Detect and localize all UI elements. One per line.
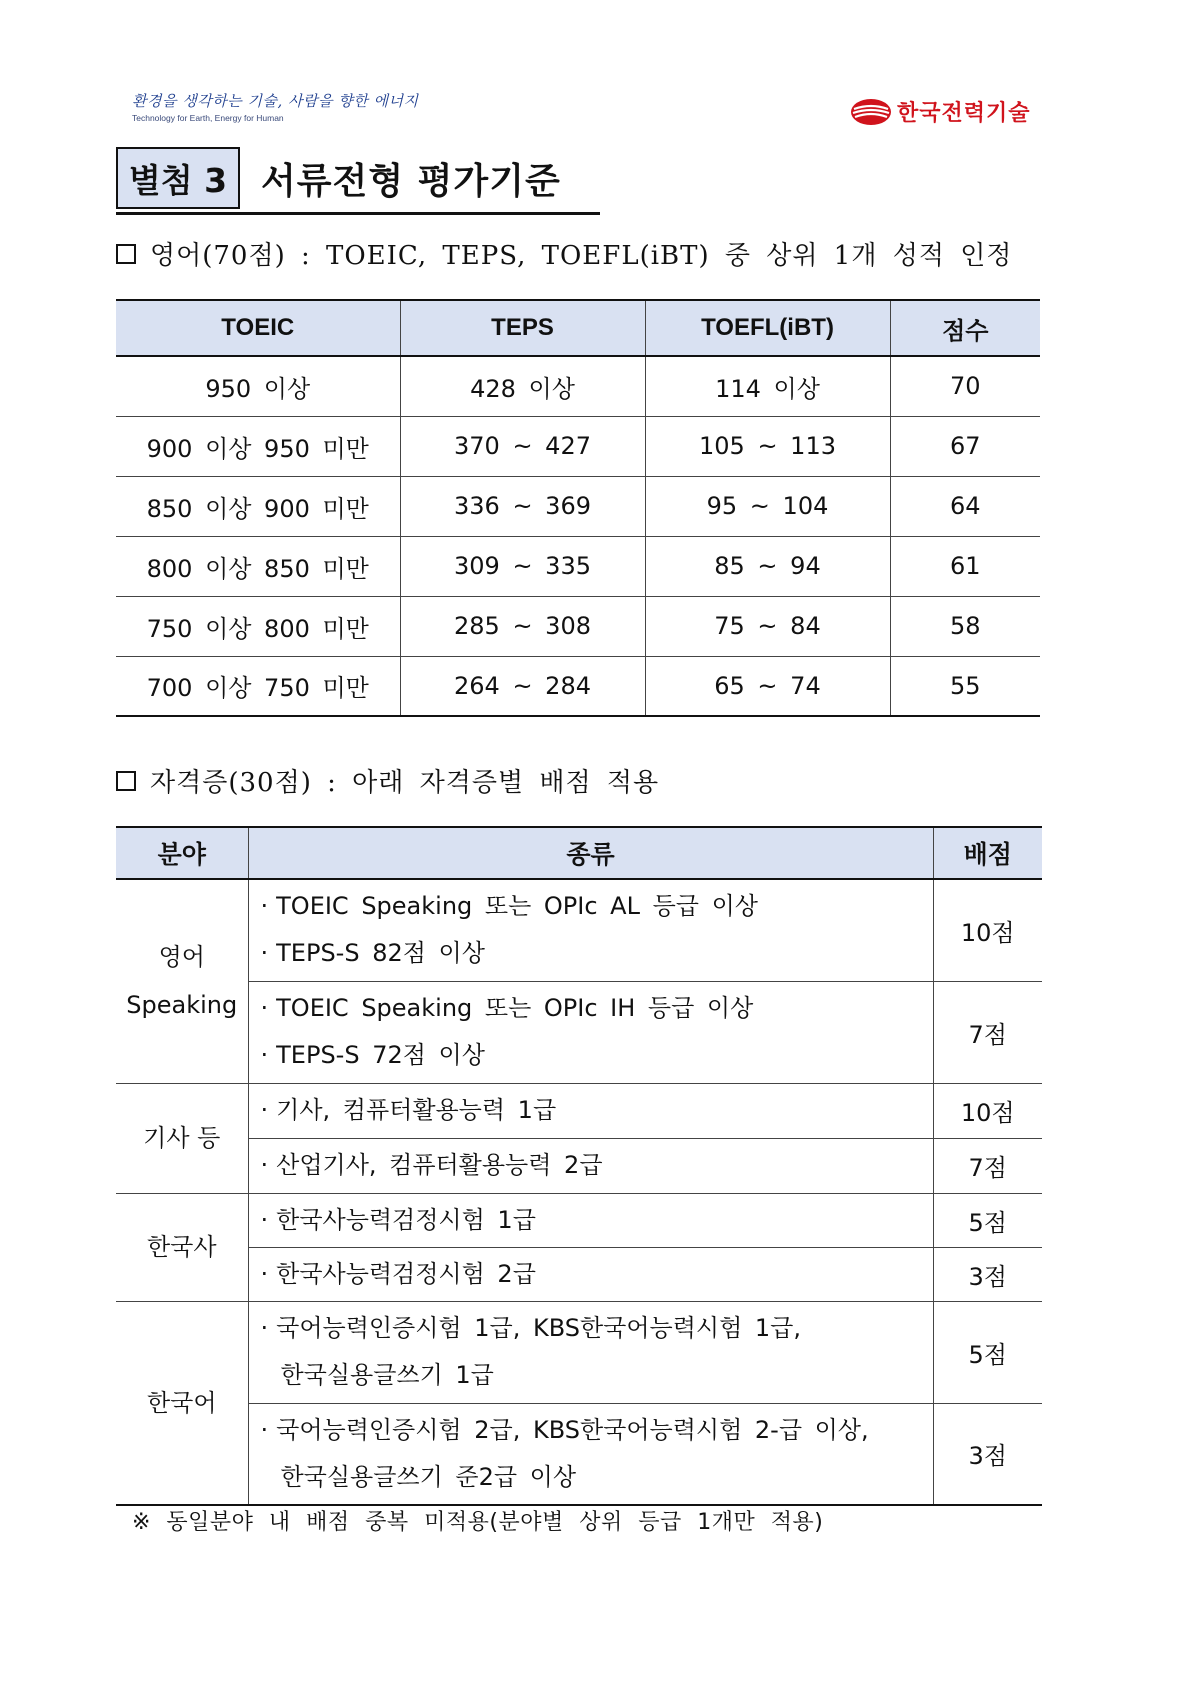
bullet: ·: [260, 1314, 269, 1342]
bullet: ·: [260, 1205, 269, 1234]
col-header-field: 분야: [116, 827, 248, 879]
table-row: [116, 596, 1040, 656]
list-item-continuation: 한국실용글쓰기 준2급 이상: [280, 1462, 577, 1491]
table-header-row: [116, 300, 1040, 356]
list-item-text: 기사, 컴퓨터활용능력 1급: [276, 1096, 557, 1124]
table-row: [116, 356, 1040, 416]
field-engineer: 기사 등: [116, 1083, 248, 1193]
list-item-text: TEPS-S 72점 이상: [276, 1041, 485, 1069]
field-korean-language: 한국어: [116, 1301, 248, 1505]
cell-toefl: 95 ~ 104: [645, 476, 890, 536]
cell-teps: 370 ~ 427: [400, 416, 645, 476]
kind-cell: [248, 1301, 933, 1403]
list-item-text: 산업기사, 컴퓨터활용능력 2급: [276, 1151, 603, 1179]
col-header-toefl: TOEFL(iBT): [645, 300, 890, 356]
table-row: [116, 1247, 1042, 1301]
page-header: [0, 0, 1191, 140]
cell-toefl: 85 ~ 94: [645, 536, 890, 596]
col-header-points: 배점: [933, 827, 1042, 879]
document-title: [116, 147, 600, 215]
cell-toeic: 850 이상 900 미만: [116, 476, 400, 536]
score-cell: 5점: [933, 1301, 1042, 1403]
field-label: Speaking: [126, 991, 238, 1020]
cell-teps: 336 ~ 369: [400, 476, 645, 536]
brand-logo: [849, 96, 1031, 127]
bullet: ·: [260, 1259, 269, 1288]
list-item: [261, 930, 933, 977]
kind-cell: [248, 879, 933, 981]
cell-toeic: 750 이상 800 미만: [116, 596, 400, 656]
slogan-korean: 환경을 생각하는 기술, 사람을 향한 에너지: [132, 92, 419, 110]
cell-score: 58: [890, 596, 1040, 656]
bullet: ·: [260, 1151, 269, 1179]
cell-score: 70: [890, 356, 1040, 416]
cell-score: 61: [890, 536, 1040, 596]
score-cell: 10점: [933, 1083, 1042, 1138]
score-cell: 5점: [933, 1193, 1042, 1247]
table-row: [116, 1193, 1042, 1247]
col-header-kind: 종류: [248, 827, 933, 879]
cell-toeic: 800 이상 850 미만: [116, 536, 400, 596]
score-cell: 3점: [933, 1403, 1042, 1505]
checkbox-icon: [116, 771, 136, 791]
english-score-table: [116, 299, 1040, 717]
cell-toeic: 700 이상 750 미만: [116, 656, 400, 716]
bullet: ·: [260, 994, 269, 1022]
cell-toeic: 900 이상 950 미만: [116, 416, 400, 476]
bullet: ·: [260, 1096, 269, 1124]
kind-cell: [248, 981, 933, 1083]
cell-toefl: 65 ~ 74: [645, 656, 890, 716]
cell-teps: 285 ~ 308: [400, 596, 645, 656]
table-header-row: [116, 827, 1042, 879]
field-korean-history: 한국사: [116, 1193, 248, 1301]
table-row: [116, 416, 1040, 476]
list-item: [261, 1305, 933, 1352]
cell-toefl: 105 ~ 113: [645, 416, 890, 476]
kind-cell: [248, 1193, 933, 1247]
list-item-text: 국어능력인증시험 2급, KBS한국어능력시험 2-급 이상,: [276, 1415, 869, 1444]
list-item-text: TOEIC Speaking 또는 OPIc IH 등급 이상: [276, 994, 754, 1022]
table-row: [116, 1403, 1042, 1505]
cell-toeic: 950 이상: [205, 374, 311, 403]
list-item-text: TEPS-S 82점 이상: [276, 939, 485, 968]
table-row: [116, 656, 1040, 716]
cell-score: 64: [890, 476, 1040, 536]
table-row: [116, 476, 1040, 536]
bullet: ·: [260, 1415, 269, 1444]
cell-score: 55: [890, 656, 1040, 716]
score-cell: 7점: [933, 1138, 1042, 1193]
kind-cell: [248, 1247, 933, 1301]
bullet: ·: [260, 1041, 269, 1069]
slogan: [132, 90, 418, 123]
table-row: [116, 1301, 1042, 1403]
table-row: [116, 1083, 1042, 1138]
list-item: [261, 1407, 933, 1454]
score-cell: 10점: [933, 879, 1042, 981]
footnote: ※ 동일분야 내 배점 중복 미적용(분야별 상위 등급 1개만 적용): [132, 1510, 824, 1535]
list-item-text: 국어능력인증시험 1급, KBS한국어능력시험 1급,: [276, 1314, 801, 1342]
cell-toefl: 75 ~ 84: [645, 596, 890, 656]
list-item: [261, 883, 933, 930]
bullet: ·: [260, 939, 269, 968]
cert-heading-text: 자격증(30점) : 아래 자격증별 배점 적용: [150, 768, 660, 798]
col-header-score: 점수: [890, 300, 1040, 356]
table-row: [116, 1138, 1042, 1193]
list-item: [261, 1032, 933, 1079]
kind-cell: [248, 1138, 933, 1193]
col-header-teps: TEPS: [400, 300, 645, 356]
bullet: ·: [260, 892, 269, 921]
certificate-table: [116, 826, 1042, 1506]
cell-teps: 309 ~ 335: [400, 536, 645, 596]
kind-cell: [248, 1083, 933, 1138]
field-label: 영어: [158, 943, 205, 972]
checkbox-icon: [116, 244, 136, 264]
kind-cell: [248, 1403, 933, 1505]
slogan-english: Technology for Earth, Energy for Human: [132, 113, 284, 123]
table-row: [116, 536, 1040, 596]
english-section-heading: [116, 235, 1012, 272]
english-heading-text: 영어(70점) : TOEIC, TEPS, TOEFL(iBT) 중 상위 1개 성적 인정: [150, 241, 1013, 271]
list-item-text: TOEIC Speaking 또는 OPIc AL 등급 이상: [276, 892, 758, 921]
list-item-text: 한국사능력검정시험 1급: [276, 1205, 536, 1234]
field-english-speaking: [116, 879, 248, 1083]
list-item-text: 한국사능력검정시험 2급: [276, 1259, 536, 1288]
list-item: [261, 985, 933, 1032]
cell-toefl: 114 이상: [645, 356, 890, 416]
kepco-logo-icon: [849, 98, 893, 126]
cell-score: 67: [890, 416, 1040, 476]
score-cell: 3점: [933, 1247, 1042, 1301]
score-cell: 7점: [933, 981, 1042, 1083]
cell-teps: 264 ~ 284: [400, 656, 645, 716]
attachment-tag: 별첨 3: [116, 147, 240, 209]
list-item-continuation: 한국실용글쓰기 1급: [280, 1361, 494, 1389]
table-row: [116, 981, 1042, 1083]
cell-teps: 428 이상: [400, 356, 645, 416]
table-row: [116, 879, 1042, 981]
col-header-toeic: TOEIC: [116, 300, 400, 356]
cert-section-heading: [116, 762, 659, 799]
brand-name: 한국전력기술: [897, 101, 1031, 126]
page-title: 서류전형 평가기준: [261, 160, 561, 202]
